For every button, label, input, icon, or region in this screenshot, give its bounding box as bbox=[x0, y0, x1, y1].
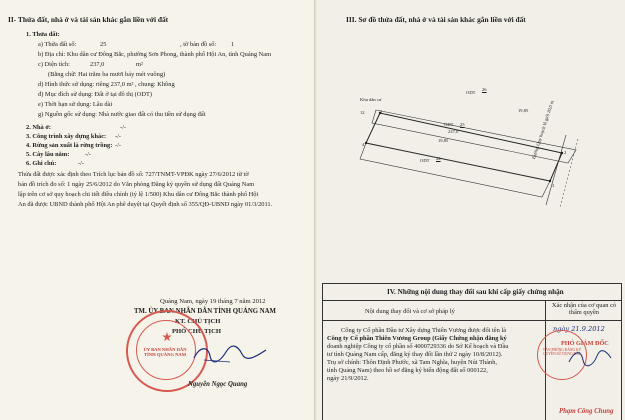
confirm-signer-name: Phạm Công Chung bbox=[559, 408, 614, 415]
land-plot-heading: 1. Thửa đất: bbox=[26, 31, 60, 38]
right-page bbox=[318, 0, 625, 420]
section-iv-title: IV. Những nội dung thay đổi sau khi cấp giấy chứng nhận bbox=[387, 288, 564, 296]
forest-value: -/- bbox=[115, 142, 122, 149]
change-line-1: Công ty Cổ phần Đầu tư Xây dựng Thiên Vương được đổi tên là bbox=[341, 327, 507, 334]
perennial-heading: 5. Cây lâu năm: bbox=[26, 151, 70, 158]
label-odt-bottom-num: 24 bbox=[436, 156, 441, 161]
label-odt-top: ODT bbox=[466, 90, 476, 95]
issue-date: Quảng Nam, ngày 19 tháng 7 năm 2012 bbox=[160, 298, 266, 305]
official-seal-text: ỦY BAN NHÂN DÂN TỈNH QUẢNG NAM bbox=[143, 347, 187, 357]
corner-point-3 bbox=[549, 180, 551, 182]
label-odt-mid-num: 25 bbox=[460, 122, 465, 127]
forest-heading: 4. Rừng sản xuất là rừng trồng: bbox=[26, 142, 113, 149]
label-dim-left: 12 bbox=[360, 110, 365, 115]
neighbor-parcel-bottom bbox=[360, 143, 550, 197]
change-line-6: tỉnh Quảng Nam) theo hồ sơ đăng ký biến động đất số 000122, bbox=[327, 367, 488, 374]
table-divider-header bbox=[323, 320, 621, 321]
label-odt-top-num: 26 bbox=[482, 87, 487, 92]
usage-form: d) Hình thức sử dụng: riêng 237,0 m² , chung: Không bbox=[38, 81, 175, 88]
signer-org: TM. ỦY BAN NHÂN DÂN TỈNH QUẢNG NAM bbox=[134, 308, 276, 315]
confirm-signature bbox=[567, 348, 613, 368]
label-khu-dan-cu: Khu dân cư bbox=[360, 97, 382, 102]
usage-origin: g) Nguồn gốc sử dụng: Nhà nước giao đất có thu tiền sử dụng đất bbox=[38, 111, 206, 118]
label-odt-mid: ODT bbox=[444, 122, 454, 127]
label-dim-top: 19,85 bbox=[438, 138, 449, 143]
note-line-4: An đã được UBND thành phố Hội An phê duyệt tại Quyết định số 355/QĐ-UBND ngày 01/3/2011. bbox=[18, 201, 273, 208]
label-area: 237,0 bbox=[448, 129, 459, 134]
change-line-2: Công ty Cổ phần Thiên Vương Group (Giấy Chứng nhận đăng ký bbox=[327, 335, 507, 342]
label-point-3: 3 bbox=[552, 183, 555, 188]
house-value: -/- bbox=[120, 124, 127, 131]
notes-value: -/- bbox=[78, 160, 85, 167]
col-header-confirm: Xác nhận của cơ quan có thẩm quyền bbox=[551, 302, 617, 316]
signer-role: KT. CHỦ TỊCH bbox=[175, 318, 221, 325]
change-line-5: Trụ sở chính: Thôn Định Phước, xã Tam Nghĩa, huyện Núi Thành, bbox=[327, 359, 498, 366]
section-ii-title: II- Thửa đất, nhà ở và tài sản khác gắn liền với đất bbox=[8, 15, 169, 24]
label-point-1: 1 bbox=[380, 109, 383, 114]
confirm-date: ngày 21.9.2012 bbox=[553, 325, 605, 333]
change-line-7: ngày 21/9/2012. bbox=[327, 375, 369, 382]
label-road: Đường Quy hoạch lộ giới 20,0 m bbox=[531, 99, 555, 160]
plot-number-value: 25 bbox=[100, 41, 107, 48]
other-works-value: -/- bbox=[115, 133, 122, 140]
confirm-role: PHÓ GIÁM ĐỐC bbox=[561, 340, 609, 347]
road-edge bbox=[546, 135, 566, 205]
note-line-1: Thửa đất được xác định theo Trích lục bản đồ số: 727/TNMT-VPĐK ngày 27/6/2012 từ tờ bbox=[18, 171, 249, 178]
corner-point-2 bbox=[561, 152, 563, 154]
corner-point-4 bbox=[365, 142, 367, 144]
usage-purpose: đ) Mục đích sử dụng: Đất ở tại đô thị (ODT) bbox=[38, 91, 153, 98]
note-line-2: bản đồ trích đo số: 1 ngày 25/6/2012 do Văn phòng Đăng ký quyền sử dụng đất Quảng Nam bbox=[18, 181, 255, 188]
notes-heading: 6. Ghi chú: bbox=[26, 160, 57, 167]
area-value: 237,0 bbox=[90, 61, 105, 68]
note-line-3: lập trên cơ sở quy hoạch chi tiết điều chỉnh (tỷ lệ 1/500) Khu dân cư Đông Bắc thành phố Hội bbox=[18, 191, 259, 198]
label-odt-bottom: ODT bbox=[420, 158, 430, 163]
changes-table bbox=[322, 283, 622, 420]
change-line-3: doanh nghiệp Công ty cổ phần số 4000729336 do Sở Kế hoạch và Đầu bbox=[327, 343, 509, 350]
office-seal-text: VĂN PHÒNG ĐĂNG KÝ QUYỀN SỬ DỤNG ĐẤT bbox=[542, 348, 582, 356]
map-sheet-label: , tờ bản đồ số: bbox=[180, 41, 217, 48]
usage-term: e) Thời hạn sử dụng: Lâu dài bbox=[38, 101, 113, 108]
signer-name: Nguyễn Ngọc Quang bbox=[188, 381, 248, 388]
label-dim-side: 19,85 bbox=[518, 108, 529, 113]
change-line-4: tư tỉnh Quảng Nam cấp, đăng ký thay đổi lần thứ 2 ngày 10/8/2012). bbox=[327, 351, 503, 358]
road-centerline bbox=[560, 139, 578, 207]
col-header-changes: Nội dung thay đổi và cơ sở pháp lý bbox=[365, 308, 455, 315]
house-heading: 2. Nhà ở: bbox=[26, 124, 52, 131]
area-label: c) Diện tích: bbox=[38, 61, 70, 68]
area-in-words: (Bằng chữ: Hai trăm ba mươi bảy mét vuông) bbox=[48, 71, 166, 78]
label-point-2: 2 bbox=[564, 150, 567, 155]
other-works-heading: 3. Công trình xây dựng khác: bbox=[26, 133, 107, 140]
perennial-value: -/- bbox=[85, 151, 92, 158]
map-sheet-value: 1 bbox=[231, 41, 235, 48]
signer-title: PHÓ CHỦ TỊCH bbox=[172, 328, 221, 335]
signature-mark bbox=[190, 340, 270, 368]
address-line: b) Địa chỉ: Khu dân cư Đông Bắc, phường Sơn Phong, thành phố Hội An, tỉnh Quảng Nam bbox=[38, 51, 272, 58]
section-iii-title: III. Sơ đồ thửa đất, nhà ở và tài sản khác gắn liền với đất bbox=[346, 15, 526, 24]
land-plot-sketch bbox=[346, 75, 586, 215]
area-unit: m² bbox=[136, 61, 143, 68]
plot-number-label: a) Thửa đất số: bbox=[38, 41, 77, 48]
table-divider-top bbox=[323, 300, 621, 301]
label-point-4: 4 bbox=[362, 142, 365, 147]
